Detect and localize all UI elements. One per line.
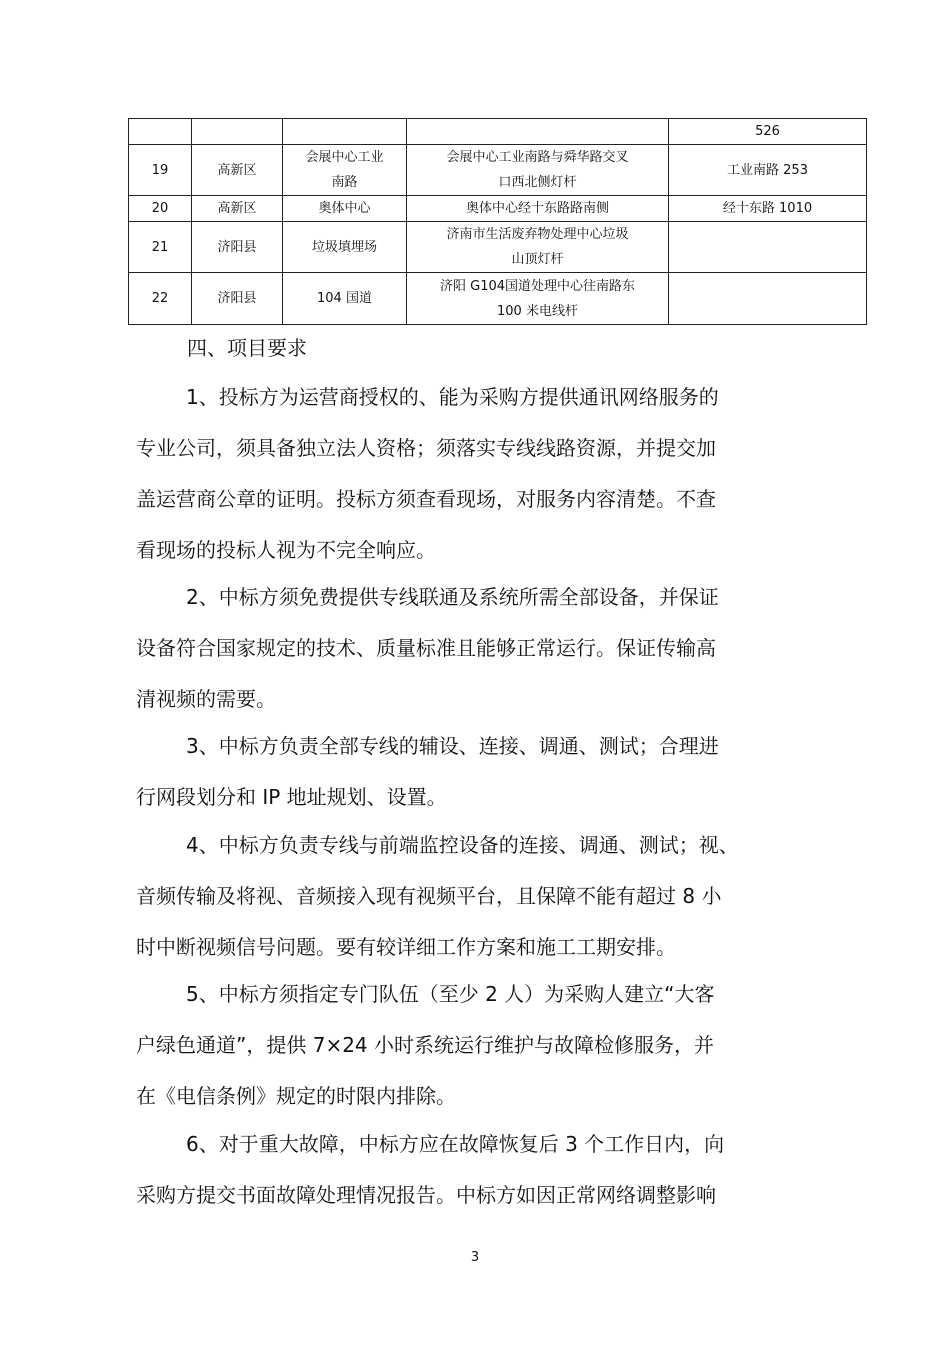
- table-cell: 104 国道: [283, 273, 407, 325]
- site-table: [128, 118, 867, 325]
- table-cell: 21: [129, 222, 192, 273]
- table-cell: 奥体中心经十东路路南侧: [407, 196, 669, 222]
- text-line: 盖运营商公章的证明。投标方须查看现场，对服务内容清楚。不查: [136, 487, 716, 511]
- table-row: [129, 222, 867, 273]
- table-cell: 济阳 G104国道处理中心往南路东 100 米电线杆: [407, 273, 669, 325]
- table-cell: 高新区: [192, 145, 283, 196]
- table-cell: [283, 119, 407, 145]
- text-line: 3、中标方负责全部专线的辅设、连接、调通、测试；合理进: [186, 734, 719, 758]
- table-row: [129, 196, 867, 222]
- table-cell: [129, 119, 192, 145]
- table-cell: 工业南路 253: [669, 145, 867, 196]
- table-cell: [192, 119, 283, 145]
- paragraph: [136, 977, 715, 1130]
- text-line: 清视频的需要。: [136, 687, 276, 711]
- table-cell: 20: [129, 196, 192, 222]
- text-line: 看现场的投标人视为不完全响应。: [136, 538, 436, 562]
- text-line: 时中断视频信号问题。要有较详细工作方案和施工工期安排。: [136, 935, 676, 959]
- paragraph: [136, 1127, 724, 1229]
- table-cell: [407, 119, 669, 145]
- text-line: 音频传输及将视、音频接入现有视频平台，且保障不能有超过 8 小: [136, 884, 722, 908]
- table-cell: 济阳县: [192, 273, 283, 325]
- table-cell: [669, 273, 867, 325]
- text-line: 4、中标方负责专线与前端监控设备的连接、调通、测试；视、: [186, 833, 739, 857]
- table-cell: 经十东路 1010: [669, 196, 867, 222]
- table-cell: 济阳县: [192, 222, 283, 273]
- table-cell: 19: [129, 145, 192, 196]
- table-cell: 22: [129, 273, 192, 325]
- text-line: 在《电信条例》规定的时限内排除。: [136, 1084, 456, 1108]
- table-cell: 济南市生活废弃物处理中心垃圾 山顶灯杆: [407, 222, 669, 273]
- text-line: 5、中标方须指定专门队伍（至少 2 人）为采购人建立“大客: [186, 982, 715, 1006]
- text-line: 设备符合国家规定的技术、质量标准且能够正常运行。保证传输高: [136, 636, 716, 660]
- table-row: [129, 273, 867, 325]
- table-cell: 高新区: [192, 196, 283, 222]
- text-line: 采购方提交书面故障处理情况报告。中标方如因正常网络调整影响: [136, 1183, 716, 1207]
- page-number: 3: [470, 1250, 480, 1265]
- section-title: 四、项目要求: [187, 336, 307, 360]
- table-row: [129, 119, 867, 145]
- table-cell: 526: [669, 119, 867, 145]
- table-cell: 奥体中心: [283, 196, 407, 222]
- paragraph: [136, 828, 739, 981]
- paragraph: [136, 580, 719, 733]
- table-cell: [669, 222, 867, 273]
- table-cell: 垃圾填埋场: [283, 222, 407, 273]
- paragraph: [136, 729, 719, 831]
- text-line: 专业公司，须具备独立法人资格；须落实专线线路资源，并提交加: [136, 436, 716, 460]
- table-row: [129, 145, 867, 196]
- paragraph: [136, 380, 719, 584]
- text-line: 户绿色通道”，提供 7×24 小时系统运行维护与故障检修服务，并: [136, 1033, 715, 1057]
- table-cell: 会展中心工业 南路: [283, 145, 407, 196]
- text-line: 2、中标方须免费提供专线联通及系统所需全部设备，并保证: [186, 585, 719, 609]
- text-line: 6、对于重大故障，中标方应在故障恢复后 3 个工作日内，向: [186, 1132, 725, 1156]
- text-line: 行网段划分和 IP 地址规划、设置。: [136, 785, 447, 809]
- table-cell: 会展中心工业南路与舜华路交叉 口西北侧灯杆: [407, 145, 669, 196]
- text-line: 1、投标方为运营商授权的、能为采购方提供通讯网络服务的: [186, 385, 719, 409]
